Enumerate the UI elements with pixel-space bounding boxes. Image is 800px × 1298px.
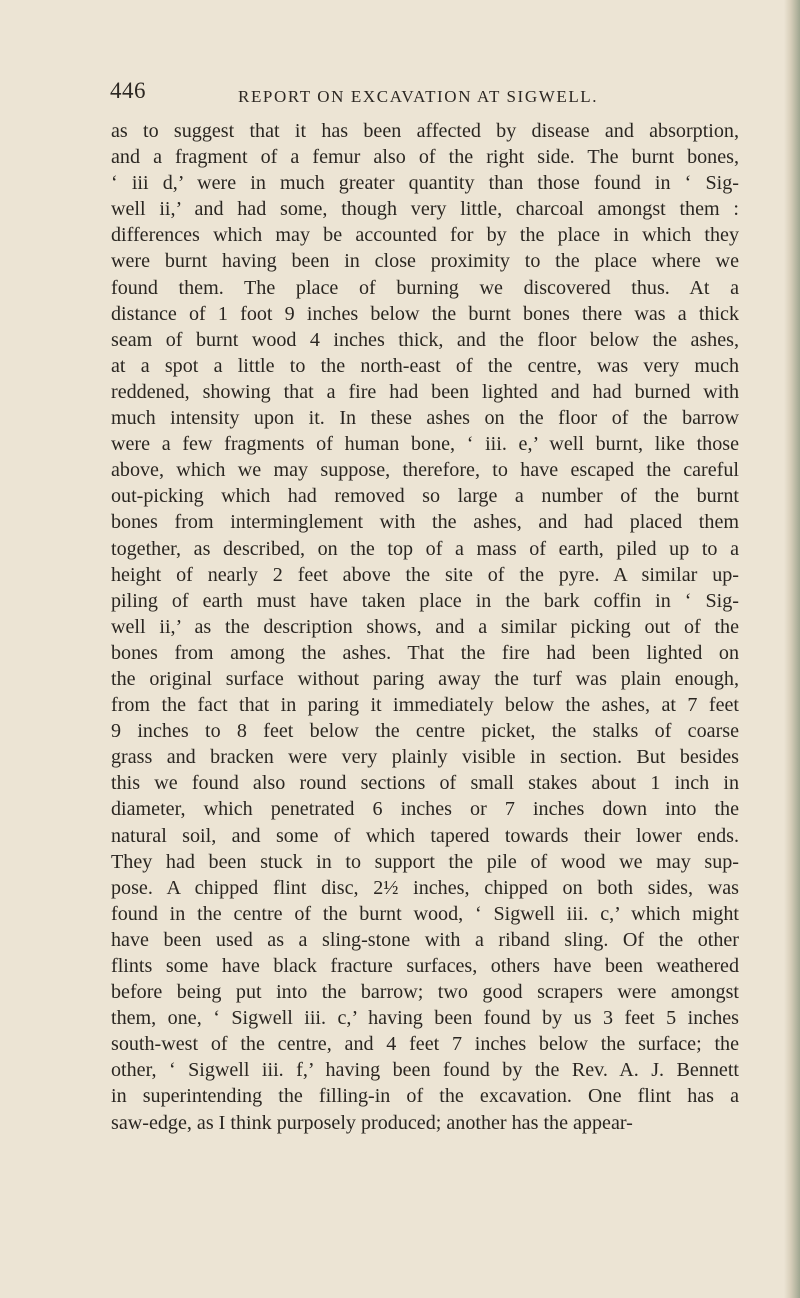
text-line: above, which we may suppose, therefore, to have escaped the careful [111, 459, 739, 482]
text-line: as to suggest that it has been affected by disease and absorption, [111, 120, 739, 142]
text-line: saw-edge, as I think purposely produced; another has the appear- [111, 1111, 633, 1134]
page-header [104, 78, 744, 112]
text-line: height of nearly 2 feet above the site of the pyre. A similar up- [111, 563, 739, 586]
text-line: found them. The place of burning we discovered thus. At a [111, 276, 739, 299]
text-line: together, as described, on the top of a mass of earth, piled up to a [111, 537, 739, 560]
text-line: grass and bracken were very plainly visible in section. But besides [111, 746, 739, 769]
text-line: found in the centre of the burnt wood, ‘ Sigwell iii. c,’ which might [111, 902, 739, 925]
text-line: from the fact that in paring it immediately below the ashes, at 7 feet [111, 694, 739, 717]
text-line: other, ‘ Sigwell iii. f,’ having been found by the Rev. A. J. Bennett [111, 1059, 739, 1082]
page-binding-edge [784, 0, 800, 1298]
text-line: them, one, ‘ Sigwell iii. c,’ having been found by us 3 feet 5 inches [111, 1007, 739, 1030]
text-line: the original surface without paring away the turf was plain enough, [111, 667, 739, 690]
text-line: much intensity upon it. In these ashes on the floor of the barrow [111, 407, 739, 430]
text-line: flints some have black fracture surfaces, others have been weathered [111, 955, 739, 977]
text-line: bones from interminglement with the ashes, and had placed them [111, 511, 739, 534]
text-line: at a spot a little to the north-east of the centre, was very much [111, 354, 739, 377]
text-line: and a fragment of a femur also of the right side. The burnt bones, [111, 146, 739, 169]
text-line: reddened, showing that a fire had been lighted and had burned with [111, 380, 739, 403]
text-line: well ii,’ as the description shows, and a similar picking out of the [111, 615, 739, 638]
text-line: in superintending the filling-in of the excavation. One flint has a [111, 1085, 739, 1108]
text-line: this we found also round sections of small stakes about 1 inch in [111, 772, 739, 795]
text-line: natural soil, and some of which tapered towards their lower ends. [111, 824, 739, 847]
running-head: REPORT ON EXCAVATION AT SIGWELL. [238, 87, 599, 106]
text-line: diameter, which penetrated 6 inches or 7 inches down into the [111, 798, 739, 821]
text-line: ‘ iii d,’ were in much greater quantity than those found in ‘ Sig- [111, 172, 739, 195]
text-line: were burnt having been in close proximity to the place where we [111, 250, 739, 273]
text-line: south-west of the centre, and 4 feet 7 inches below the surface; the [111, 1033, 739, 1056]
text-line: bones from among the ashes. That the fire had been lighted on [111, 641, 739, 664]
text-line: 9 inches to 8 feet below the centre picket, the stalks of coarse [111, 720, 739, 743]
text-line: They had been stuck in to support the pile of wood we may sup- [111, 850, 739, 873]
text-line: well ii,’ and had some, though very little, charcoal amongst them : [111, 198, 739, 221]
body-text [111, 118, 739, 1136]
text-line: have been used as a sling-stone with a riband sling. Of the other [111, 928, 739, 951]
text-line: distance of 1 foot 9 inches below the burnt bones there was a thick [111, 302, 739, 325]
text-line: piling of earth must have taken place in the bark coffin in ‘ Sig- [111, 589, 739, 612]
page-number: 446 [110, 78, 146, 103]
text-line: before being put into the barrow; two good scrapers were amongst [111, 981, 739, 1004]
text-line: pose. A chipped flint disc, 2½ inches, chipped on both sides, was [111, 876, 739, 899]
text-line: were a few fragments of human bone, ‘ iii. e,’ well burnt, like those [111, 433, 739, 456]
text-line: seam of burnt wood 4 inches thick, and the floor below the ashes, [111, 328, 739, 351]
text-line: differences which may be accounted for by the place in which they [111, 224, 739, 247]
text-line: out-picking which had removed so large a number of the burnt [111, 485, 739, 508]
